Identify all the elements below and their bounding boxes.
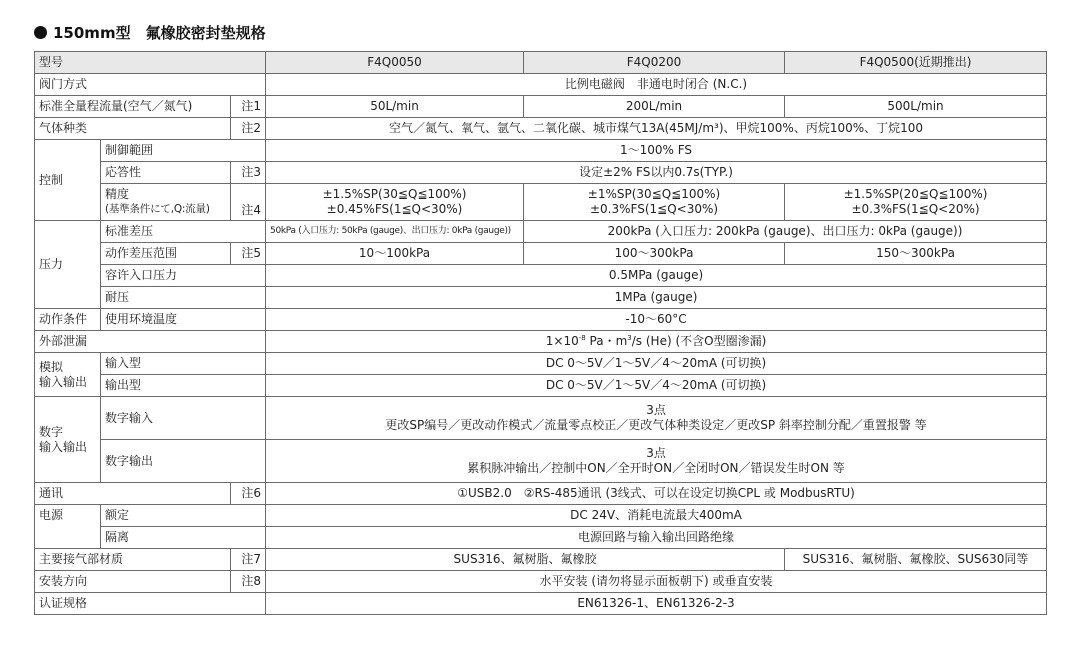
row-label: 主要接气部材质	[35, 549, 231, 571]
accuracy-label: 精度	[105, 187, 130, 201]
row-value	[266, 331, 1047, 353]
accuracy-line: ±0.45%FS(1≦Q<30%)	[326, 202, 463, 216]
spec-table	[34, 51, 1047, 615]
row-value: 200kPa (入口压力: 200kPa (gauge)、出口压力: 0kPa (gauge))	[524, 221, 1047, 243]
row-note: 注7	[231, 549, 266, 571]
group-label: 电源	[35, 505, 101, 549]
group-label: 压力	[35, 221, 101, 309]
row-label: 标准全量程流量(空气／氮气)	[35, 96, 231, 118]
row-label: 通讯	[35, 483, 231, 505]
group-label	[35, 353, 101, 397]
row-value: 100～300kPa	[524, 243, 785, 265]
digital-line: 3点	[646, 446, 666, 460]
row-value: 比例电磁阀 非通电时闭合 (N.C.)	[266, 74, 1047, 96]
table-row	[35, 287, 1047, 309]
group-label	[35, 397, 101, 483]
row-value: SUS316、氟树脂、氟橡胶、SUS630同等	[785, 549, 1047, 571]
row-value: 150～300kPa	[785, 243, 1047, 265]
table-row	[35, 265, 1047, 287]
row-label: 气体种类	[35, 118, 231, 140]
row-value: 水平安装 (请勿将显示面板朝下) 或垂直安装	[266, 571, 1047, 593]
table-row	[35, 52, 1047, 74]
row-label: 隔离	[101, 527, 266, 549]
row-value: 1～100% FS	[266, 140, 1047, 162]
table-row	[35, 118, 1047, 140]
row-value: 10～100kPa	[266, 243, 524, 265]
row-label: 输出型	[101, 375, 266, 397]
spec-title-text: 150mm型 氟橡胶密封垫规格	[53, 23, 266, 42]
row-label: 数字输出	[101, 440, 266, 483]
accuracy-line: ±1.5%SP(20≦Q≦100%)	[843, 187, 988, 201]
row-label: 认证规格	[35, 593, 266, 615]
row-value: EN61326-1、EN61326-2-3	[266, 593, 1047, 615]
row-label: 额定	[101, 505, 266, 527]
table-row	[35, 243, 1047, 265]
group-label: 动作条件	[35, 309, 101, 331]
model-header: F4Q0500(近期推出)	[785, 52, 1047, 74]
row-note: 注2	[231, 118, 266, 140]
leak-exponent: 3	[627, 334, 632, 342]
model-header: F4Q0050	[266, 52, 524, 74]
table-row	[35, 571, 1047, 593]
group-label: 控制	[35, 140, 101, 221]
table-row	[35, 375, 1047, 397]
row-value	[266, 397, 1047, 440]
row-note: 注5	[231, 243, 266, 265]
digital-line: 更改SP编号／更改动作模式／流量零点校正／更改气体种类设定／更改SP 斜率控制分配／重置报警 等	[385, 418, 927, 432]
row-note: 注8	[231, 571, 266, 593]
row-label: 阀门方式	[35, 74, 266, 96]
row-label: 使用环境温度	[101, 309, 266, 331]
spec-title	[34, 22, 266, 42]
table-row	[35, 483, 1047, 505]
accuracy-sublabel: (基準条件にて,Q:流量)	[105, 203, 210, 215]
row-label: 输入型	[101, 353, 266, 375]
group-label-line: 模拟	[39, 359, 64, 374]
table-row	[35, 140, 1047, 162]
row-label: 动作差压范围	[101, 243, 231, 265]
group-label-line: 输入输出	[39, 374, 88, 389]
row-label: 容许入口压力	[101, 265, 266, 287]
row-value	[266, 440, 1047, 483]
row-label: 标准差压	[101, 221, 266, 243]
header-label: 型号	[35, 52, 266, 74]
row-value: 50L/min	[266, 96, 524, 118]
table-row	[35, 440, 1047, 483]
row-value: 空气／氮气、氧气、氩气、二氧化碳、城市煤气13A(45MJ/m³)、甲烷100%、丙烷100%、丁烷100	[266, 118, 1047, 140]
row-value: -10～60°C	[266, 309, 1047, 331]
row-value: ①USB2.0 ②RS-485通讯 (3线式、可以在设定切换CPL 或 ModbusRTU)	[266, 483, 1047, 505]
leak-exponent: -8	[578, 334, 586, 342]
table-row	[35, 162, 1047, 184]
row-value: DC 0～5V／1～5V／4～20mA (可切换)	[266, 353, 1047, 375]
group-label-line: 数字	[39, 424, 64, 439]
table-row	[35, 505, 1047, 527]
table-row	[35, 593, 1047, 615]
bullet-icon	[34, 26, 47, 39]
row-value: 设定±2% FS以内0.7s(TYP.)	[266, 162, 1047, 184]
accuracy-line: ±1.5%SP(30≦Q≦100%)	[322, 187, 467, 201]
row-label: 制御範囲	[101, 140, 266, 162]
row-value: 500L/min	[785, 96, 1047, 118]
leak-value-post: /s (He) (不含O型圈渗漏)	[631, 334, 767, 348]
row-label: 応答性	[101, 162, 231, 184]
row-value: 电源回路与输入输出回路绝缘	[266, 527, 1047, 549]
table-row	[35, 549, 1047, 571]
row-value	[266, 184, 524, 221]
row-note: 注1	[231, 96, 266, 118]
table-row	[35, 309, 1047, 331]
row-value	[524, 184, 785, 221]
table-row	[35, 184, 1047, 221]
row-value: 50kPa (入口压力: 50kPa (gauge)、出口压力: 0kPa (gauge))	[266, 221, 524, 243]
row-value: DC 0～5V／1～5V／4～20mA (可切换)	[266, 375, 1047, 397]
row-value: 0.5MPa (gauge)	[266, 265, 1047, 287]
accuracy-line: ±0.3%FS(1≦Q<20%)	[851, 202, 980, 216]
table-row	[35, 527, 1047, 549]
accuracy-line: ±0.3%FS(1≦Q<30%)	[589, 202, 719, 216]
table-row	[35, 221, 1047, 243]
row-value	[785, 184, 1047, 221]
table-row	[35, 397, 1047, 440]
table-row	[35, 96, 1047, 118]
row-value: SUS316、氟树脂、氟橡胶	[266, 549, 785, 571]
row-label: 安装方向	[35, 571, 231, 593]
table-row	[35, 331, 1047, 353]
row-label: 数字输入	[101, 397, 266, 440]
row-label	[101, 184, 231, 221]
row-note: 注4	[231, 184, 266, 221]
row-value: 200L/min	[524, 96, 785, 118]
group-label-line: 输入输出	[39, 439, 88, 454]
row-label: 耐压	[101, 287, 266, 309]
accuracy-line: ±1%SP(30≦Q≦100%)	[587, 187, 721, 201]
table-row	[35, 353, 1047, 375]
leak-value-mid: Pa・m	[585, 334, 628, 348]
row-label: 外部泄漏	[35, 331, 266, 353]
row-note: 注3	[231, 162, 266, 184]
table-row	[35, 74, 1047, 96]
leak-value-pre: 1×10	[545, 334, 579, 348]
row-value: DC 24V、消耗电流最大400mA	[266, 505, 1047, 527]
row-note: 注6	[231, 483, 266, 505]
row-value: 1MPa (gauge)	[266, 287, 1047, 309]
digital-line: 累积脉冲输出／控制中ON／全开时ON／全闭时ON／错误发生时ON 等	[467, 461, 845, 475]
model-header: F4Q0200	[524, 52, 785, 74]
digital-line: 3点	[646, 403, 666, 417]
